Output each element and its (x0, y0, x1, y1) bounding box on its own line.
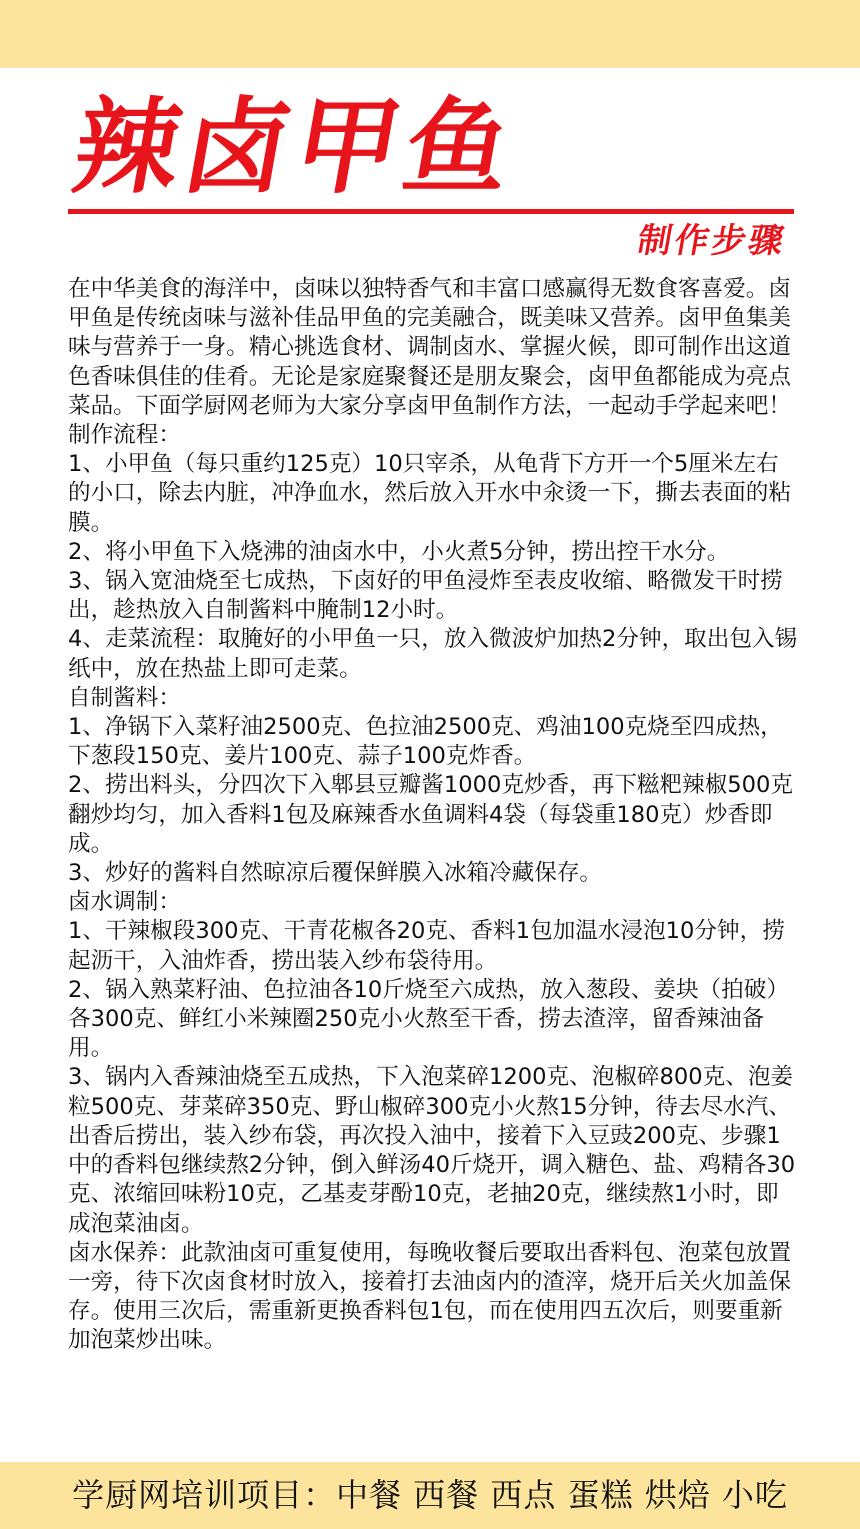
process-step-4: 4、走菜流程：取腌好的小甲鱼一只，放入微波炉加热2分钟，取出包入锡纸中，放在热盐上即可走菜。 (68, 626, 798, 682)
top-band (0, 0, 860, 68)
brine-step-3: 3、锅内入香辣油烧至五成热，下入泡菜碎1200克、泡椒碎800克、泡姜粒500克、芽菜碎350克、野山椒碎300克小火熬15分钟，待去尽水汽、出香后捞出，装入纱布袋，再次投入油中，接着下入豆豉200克、步骤1中的香料包继续熬2分钟，倒入鲜汤40斤烧开，调入糖色、盐、鸡精各30克、浓缩回味粉10克，乙基麦芽酚10克，老抽20克，继续熬1小时，即成泡菜油卤。 (68, 1064, 796, 1237)
sauce-step-2: 2、捞出料头，分四次下入郫县豆瓣酱1000克炒香，再下糍粑辣椒500克翻炒均匀，加入香料1包及麻辣香水鱼调料4袋（每袋重180克）炒香即成。 (68, 772, 794, 857)
brine-step-2: 2、锅入熟菜籽油、色拉油各10斤烧至六成热，放入葱段、姜块（拍破）各300克、鲜红小米辣圈250克小火熬至干香，捞去渣滓，留香辣油备用。 (68, 976, 789, 1062)
process-step-1: 1、小甲鱼（每只重约125克）10只宰杀，从龟背下方开一个5厘米左右的小口，除去内脏，冲净血水，然后放入开水中汆烫一下，撕去表面的粘膜。 (68, 451, 791, 536)
brine-step-1: 1、干辣椒段300克、干青花椒各20克、香料1包加温水浸泡10分钟，捞起沥干，入油炸香，捞出装入纱布袋待用。 (68, 918, 785, 974)
process-step-3: 3、锅入宽油烧至七成热，下卤好的甲鱼浸炸至表皮收缩、略微发干时捞出，趁热放入自制酱料中腌制12小时。 (68, 568, 783, 624)
section-heading-sauce: 自制酱料： (68, 684, 181, 711)
sauce-step-3: 3、炒好的酱料自然晾凉后覆保鲜膜入冰箱冷藏保存。 (68, 860, 603, 887)
section-heading-brine: 卤水调制： (68, 889, 181, 916)
page-title: 辣卤甲鱼 (64, 86, 527, 208)
article-body (68, 275, 798, 1356)
sauce-step-1: 1、净锅下入菜籽油2500克、色拉油2500克、鸡油100克烧至四成热，下葱段150克、姜片100克、蒜子100克炸香。 (68, 714, 783, 770)
brine-maintenance: 卤水保养：此款油卤可重复使用，每晚收餐后要取出香料包、泡菜包放置一旁，待下次卤食材时放入，接着打去油卤内的渣滓，烧开后关火加盖保存。使用三次后，需重新更换香料包1包，而在使用四五次后，则要重新加泡菜炒出味。 (68, 1239, 791, 1354)
process-step-2: 2、将小甲鱼下入烧沸的油卤水中，小火煮5分钟，捞出控干水分。 (68, 538, 730, 565)
title-divider (68, 209, 794, 214)
section-heading-process: 制作流程： (68, 422, 181, 449)
intro-paragraph: 在中华美食的海洋中，卤味以独特香气和丰富口感赢得无数食客喜爱。卤甲鱼是传统卤味与滋补佳品甲鱼的完美融合，既美味又营养。卤甲鱼集美味与营养于一身。精心挑选食材、调制卤水、掌握火候，即可制作出这道色香味俱佳的佳肴。无论是家庭聚餐还是朋友聚会，卤甲鱼都能成为亮点菜品。下面学厨网老师为大家分享卤甲鱼制作方法，一起动手学起来吧！ (68, 276, 791, 419)
page-subtitle: 制作步骤 (634, 221, 790, 261)
footer-text: 学厨网培训项目：中餐 西餐 西点 蛋糕 烘焙 小吃 (72, 1476, 788, 1514)
